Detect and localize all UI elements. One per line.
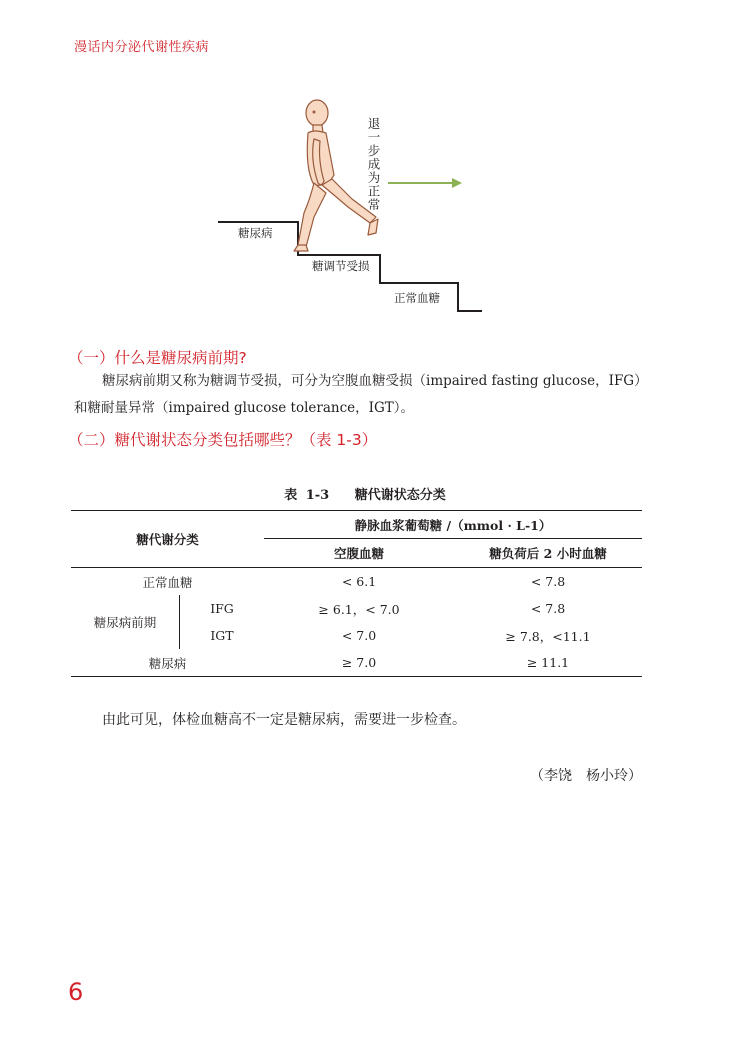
arrow-head <box>452 178 462 188</box>
staircase-drawing <box>210 95 510 320</box>
cell-fasting: < 7.0 <box>341 628 377 643</box>
running-header: 漫话内分泌代谢性疾病 <box>74 40 210 55</box>
glucose-classification-table <box>71 510 642 677</box>
cell-ogtt: < 7.8 <box>530 601 566 616</box>
table-caption-number: 表 1-3 <box>284 488 330 503</box>
table-row <box>71 568 642 596</box>
table-caption <box>0 484 730 503</box>
author-credit: （李饶 杨小玲） <box>530 768 642 784</box>
cell-ogtt: ≥ 7.8，<11.1 <box>505 628 591 644</box>
section-1-paragraph: 糖尿病前期又称为糖调节受损，可分为空腹血糖受损（impaired fasting glucose，IFG）和糖耐量异常（impaired glucose tolerance，IGT）。 <box>74 373 648 416</box>
section-heading-2: （二）糖代谢状态分类包括哪些？（表 1-3） <box>68 431 378 449</box>
cell-subcategory: IFG <box>180 595 265 622</box>
col-header-category: 糖代谢分类 <box>71 511 264 568</box>
cell-fasting: ≥ 6.1，< 7.0 <box>318 601 400 617</box>
stair-label-normal: 正常血糖 <box>394 291 440 305</box>
cell-subcategory: IGT <box>180 622 265 649</box>
page-number: 6 <box>68 978 84 1006</box>
cell-category: 正常血糖 <box>142 574 193 590</box>
cell-category: 糖尿病 <box>71 649 264 677</box>
cell-fasting: ≥ 7.0 <box>264 649 454 677</box>
cell-category: 糖尿病前期 <box>93 615 157 630</box>
cell-ogtt: < 7.8 <box>530 574 566 589</box>
col-header-group: 静脉血浆葡萄糖 /（mmol · L-1） <box>264 511 642 539</box>
staircase-illustration <box>210 95 510 320</box>
closing-paragraph: 由此可见，体检血糖高不一定是糖尿病，需要进一步检查。 <box>102 712 466 728</box>
table-caption-title: 糖代谢状态分类 <box>354 488 446 503</box>
stair-label-diabetes: 糖尿病 <box>238 226 273 240</box>
col-header-ogtt: 糖负荷后 2 小时血糖 <box>454 539 642 568</box>
stair-label-impaired: 糖调节受损 <box>312 259 370 273</box>
section-heading-1: （一）什么是糖尿病前期? <box>68 349 247 367</box>
table-row <box>71 649 642 677</box>
cell-fasting: < 6.1 <box>341 574 377 589</box>
col-header-fasting: 空腹血糖 <box>264 539 454 568</box>
cell-ogtt: ≥ 11.1 <box>454 649 642 677</box>
table-row <box>71 595 642 622</box>
figure-vertical-caption: 退一步成为正常 <box>366 117 381 212</box>
